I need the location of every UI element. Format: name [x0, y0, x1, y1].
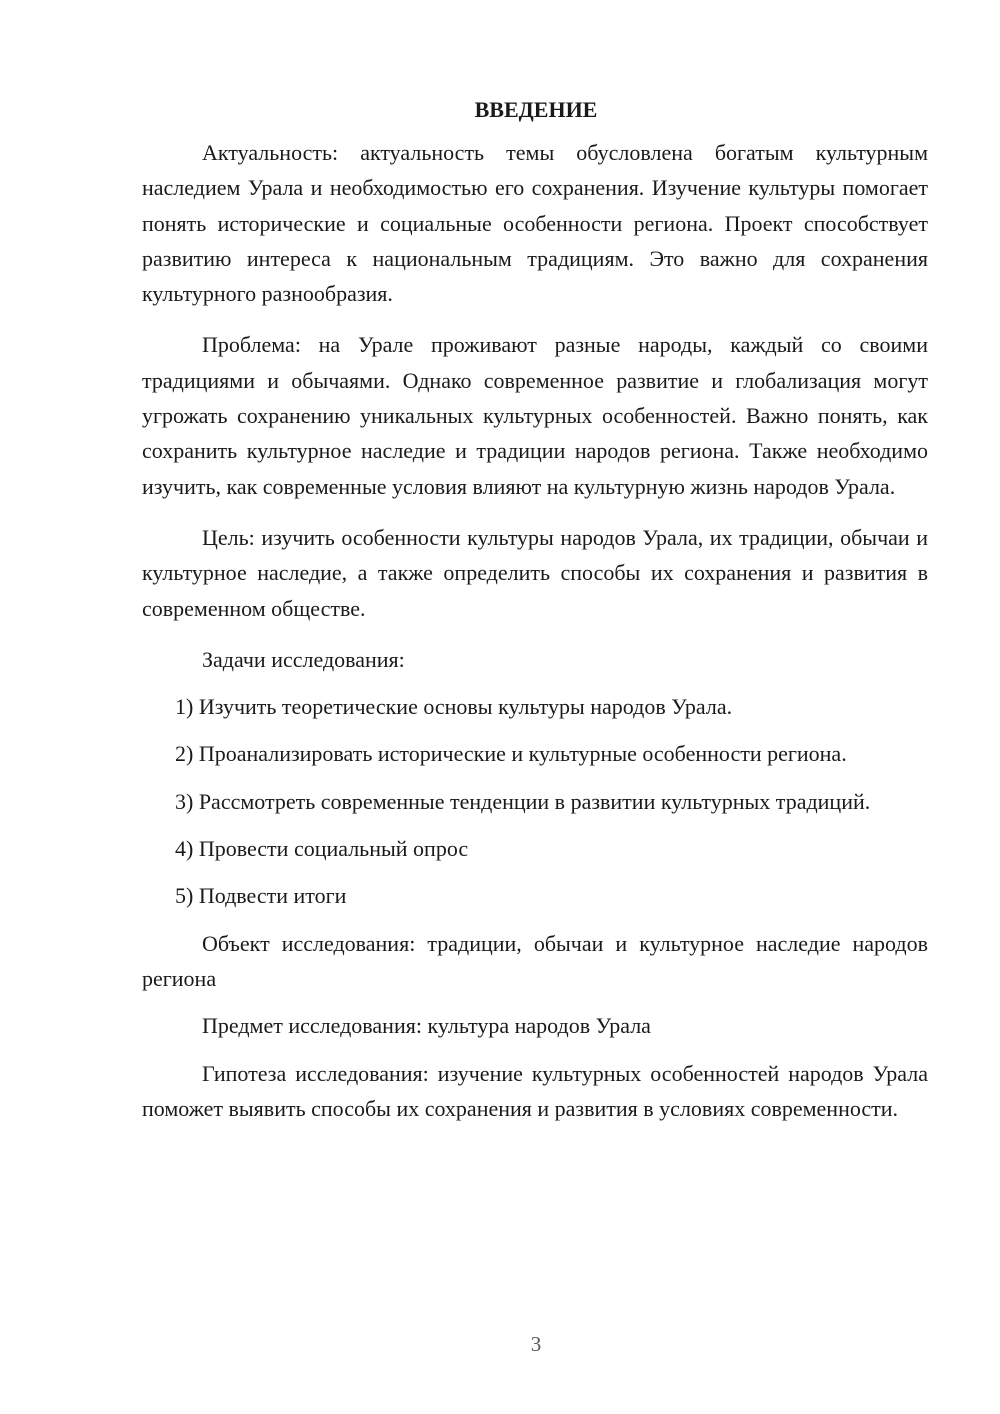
section-title: ВВЕДЕНИЕ	[474, 97, 598, 122]
object-paragraph: Объект исследования: традиции, обычаи и культурное наследие народов региона	[142, 930, 928, 991]
tasks-heading: Задачи исследования:	[202, 646, 405, 672]
task-item-5: 5) Подвести итоги	[175, 883, 347, 909]
document-page	[142, 92, 928, 1126]
goal-paragraph: Цель: изучить особенности культуры народов Урала, их традиции, обычаи и культурное наследие, а также определить способы их сохранения и развития в современном обществе.	[142, 524, 928, 621]
task-item-4: 4) Провести социальный опрос	[175, 836, 469, 862]
hypothesis-paragraph: Гипотеза исследования: изучение культурных особенностей народов Урала поможет выявить способы их сохранения и развития в условиях современности.	[142, 1060, 928, 1121]
page-number: 3	[530, 1332, 542, 1356]
problem-paragraph: Проблема: на Урале проживают разные народы, каждый со своими традициями и обычаями. Однако современное развитие и глобализация могут угрожать сохранению уникальных культурных особенностей. Важно понять, как сохранить культурное наследие и традиции народов региона. Также необходимо изучить, как современные условия влияют на культурную жизнь народов Урала.	[142, 332, 928, 499]
relevance-paragraph: Актуальность: актуальность темы обусловлена богатым культурным наследием Урала и необходимостью его сохранения. Изучение культуры помогает понять исторические и социальные особенности региона. Проект способствует развитию интереса к национальным традициям. Это важно для сохранения культурного разнообразия.	[142, 140, 928, 307]
task-item-3: 3) Рассмотреть современные тенденции в развитии культурных традиций.	[175, 788, 871, 814]
subject-paragraph: Предмет исследования: культура народов Урала	[202, 1013, 651, 1039]
task-item-2: 2) Проанализировать исторические и культурные особенности региона.	[175, 741, 847, 767]
task-item-1: 1) Изучить теоретические основы культуры народов Урала.	[175, 694, 733, 720]
